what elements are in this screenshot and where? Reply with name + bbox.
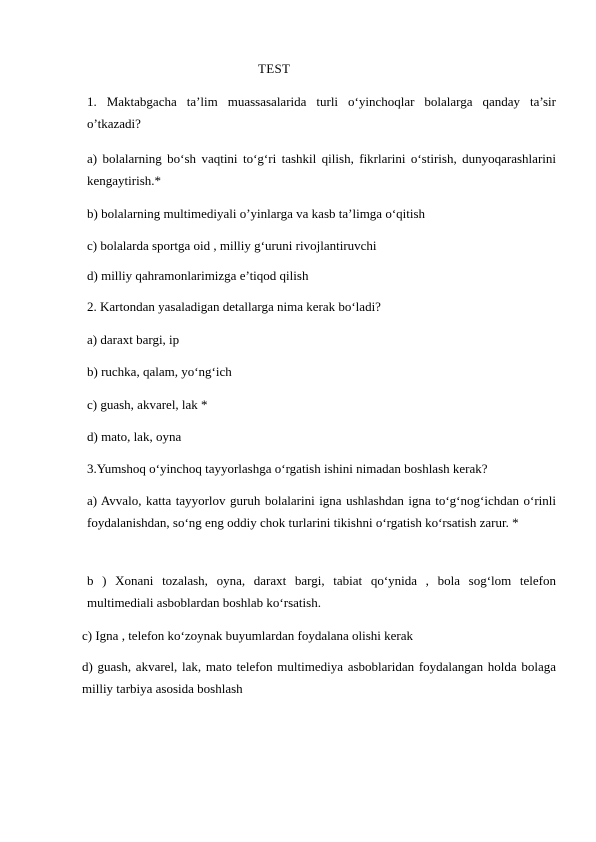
question-3-option-d: d) guash, akvarel, lak, mato telefon multimediya asboblaridan foydalangan holda bolaga milliy tarbiya asosida boshlash bbox=[82, 659, 556, 696]
question-1-option-c: c) bolalarda sportga oid , milliy g‘uruni rivojlantiruvchi bbox=[87, 238, 377, 253]
question-1-text: 1. Maktabgacha ta’lim muassasalarida turli o‘yinchoqlar bolalarga qanday ta’sir o’tkazadi? bbox=[87, 94, 556, 131]
page-title: TEST bbox=[258, 61, 291, 76]
question-3-option-a: a) Avvalo, katta tayyorlov guruh bolalarini igna ushlashdan igna to‘g‘nog‘ichdan o‘rinli foydalanishdan, so‘ng eng oddiy chok turlarini tikishni o‘rgatish ko‘rsatish zarur. * bbox=[87, 493, 556, 530]
question-2-text: 2. Kartondan yasaladigan detallarga nima kerak bo‘ladi? bbox=[87, 299, 381, 314]
question-1-option-d: d) milliy qahramonlarimizga e’tiqod qilish bbox=[87, 268, 309, 283]
question-3-option-b: b ) Xonani tozalash, oyna, daraxt bargi, tabiat qo‘ynida , bola sog‘lom telefon multimediali asboblardan boshlab ko‘rsatish. bbox=[87, 573, 556, 610]
question-1-option-a: a) bolalarning bo‘sh vaqtini to‘g‘ri tashkil qilish, fikrlarini o‘stirish, dunyoqarashlarini kengaytirish.* bbox=[87, 151, 556, 188]
question-1-option-b: b) bolalarning multimediyali o’yinlarga va kasb ta’limga o‘qitish bbox=[87, 206, 426, 221]
question-2-option-c: c) guash, akvarel, lak * bbox=[87, 397, 208, 412]
question-2-option-a: a) daraxt bargi, ip bbox=[87, 332, 180, 347]
question-3-option-c: c) Igna , telefon ko‘zoynak buyumlardan foydalana olishi kerak bbox=[82, 628, 414, 643]
question-3-text: 3.Yumshoq o‘yinchoq tayyorlashga o‘rgatish ishini nimadan boshlash kerak? bbox=[87, 461, 488, 476]
question-2-option-d: d) mato, lak, oyna bbox=[87, 429, 182, 444]
question-2-option-b: b) ruchka, qalam, yo‘ng‘ich bbox=[87, 364, 232, 379]
